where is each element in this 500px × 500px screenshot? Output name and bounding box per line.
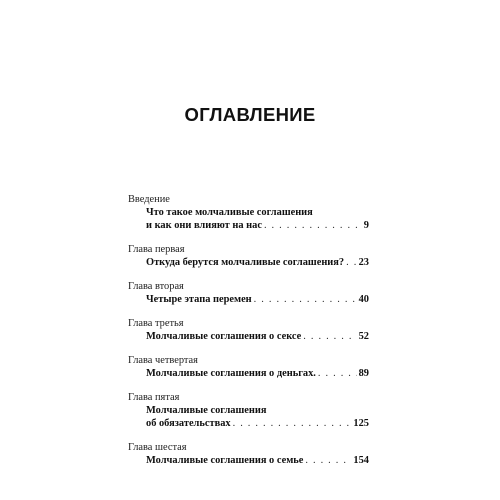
page-number: 125 [353, 418, 369, 429]
chapter-label: Глава вторая [128, 281, 184, 292]
toc-entry [128, 194, 369, 232]
chapter-title-text: Молчаливые соглашения [146, 405, 267, 416]
chapter-title-text: Откуда берутся молчаливые соглашения? [146, 257, 345, 268]
chapter-title-line [146, 404, 369, 417]
chapter-title-text: Молчаливые соглашения о сексе [146, 331, 302, 342]
chapter-title [146, 367, 369, 380]
dot-leader [318, 367, 357, 380]
page-number: 154 [353, 455, 369, 466]
dot-leader [346, 256, 357, 269]
toc-entry [128, 244, 369, 269]
chapter-title-text: Молчаливые соглашения о семье [146, 455, 304, 466]
chapter-title-line [146, 206, 369, 219]
chapter-label: Глава четвертая [128, 355, 198, 366]
dot-leader [303, 330, 356, 343]
toc-entry [128, 442, 369, 467]
chapter-title-text: Что такое молчаливые соглашения [146, 207, 313, 218]
page-number: 52 [358, 331, 369, 342]
chapter-title [146, 404, 369, 430]
chapter-title-text: Молчаливые соглашения о деньгах. [146, 368, 316, 379]
dot-leader [305, 454, 351, 467]
page-title: ОГЛАВЛЕНИЕ [184, 104, 316, 125]
chapter-title-text: об обязательствах [146, 418, 231, 429]
chapter-title-line [146, 454, 369, 467]
chapter-title-line [146, 417, 369, 430]
chapter-title-line [146, 330, 369, 343]
toc-entry [128, 318, 369, 343]
chapter-title [146, 293, 369, 306]
table-of-contents [128, 194, 369, 479]
page-number: 40 [358, 294, 369, 305]
chapter-title-line [146, 256, 369, 269]
chapter-title-text: Четыре этапа перемен [146, 294, 252, 305]
dot-leader [264, 219, 362, 232]
dot-leader [254, 293, 357, 306]
chapter-title-line [146, 367, 369, 380]
page-number: 9 [363, 220, 369, 231]
chapter-title [146, 256, 369, 269]
chapter-label: Введение [128, 194, 170, 205]
dot-leader [233, 417, 352, 430]
chapter-label: Глава шестая [128, 442, 187, 453]
toc-entry [128, 392, 369, 430]
page-number: 23 [358, 257, 369, 268]
chapter-label: Глава третья [128, 318, 184, 329]
toc-entry [128, 281, 369, 306]
chapter-label: Глава первая [128, 244, 185, 255]
chapter-title [146, 330, 369, 343]
chapter-title-text: и как они влияют на нас [146, 220, 262, 231]
chapter-label: Глава пятая [128, 392, 180, 403]
chapter-title-line [146, 293, 369, 306]
chapter-title-line [146, 219, 369, 232]
chapter-title [146, 206, 369, 232]
toc-entry [128, 355, 369, 380]
page-number: 89 [358, 368, 369, 379]
chapter-title [146, 454, 369, 467]
